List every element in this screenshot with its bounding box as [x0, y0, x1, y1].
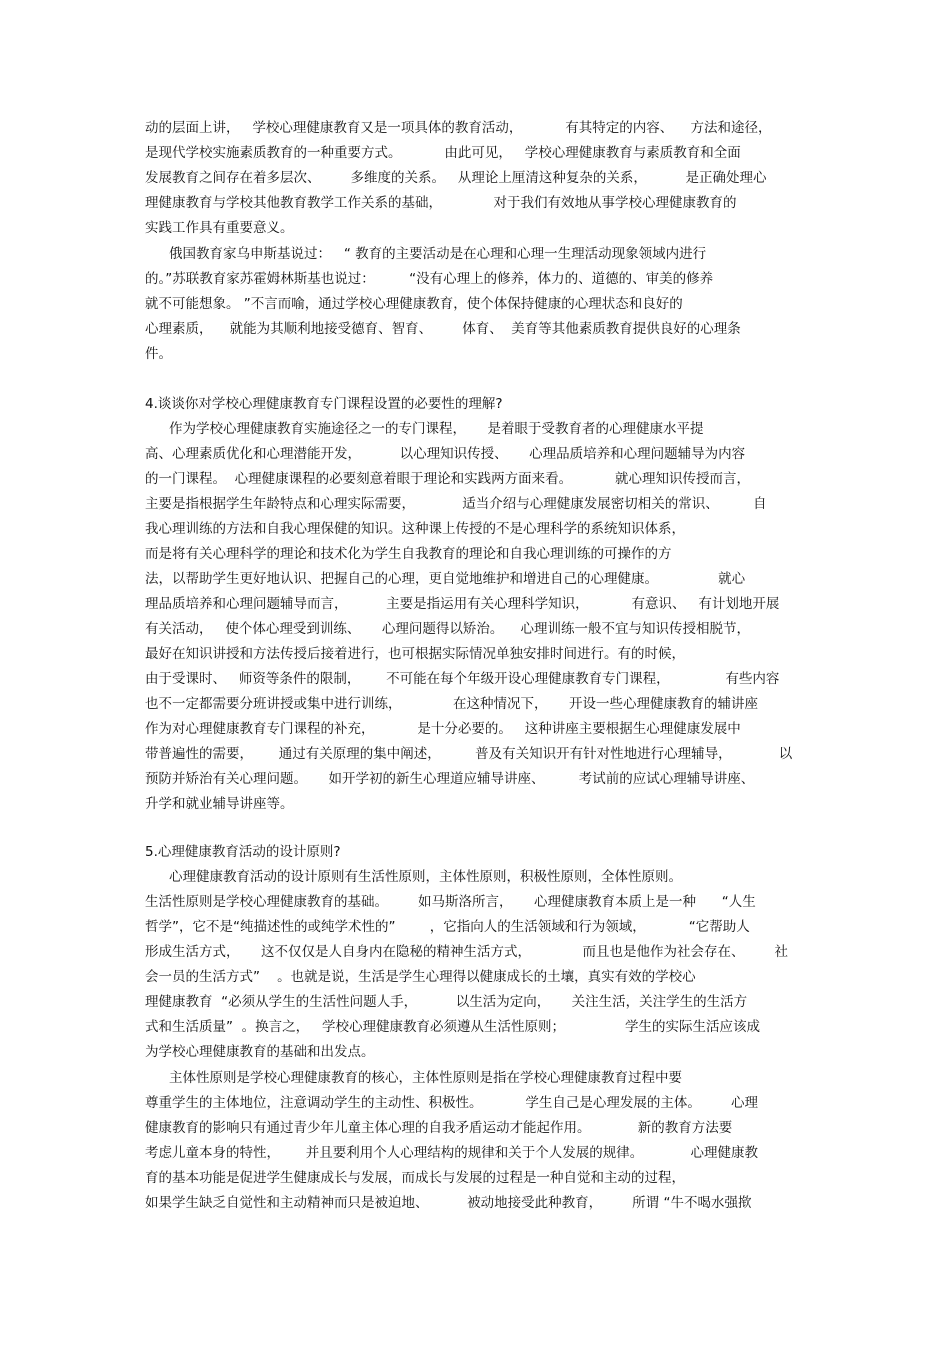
text-line: 理品质培养和心理问题辅导而言， 主要是指运用有关心理科学知识， 有意识、 有计划地开展 — [145, 596, 780, 612]
text-line: 带普遍性的需要， 通过有关原理的集中阐述， 普及有关知识开有针对性地进行心理辅导， 以 — [145, 746, 793, 762]
text-line: 俄国教育家乌申斯基说过： “ 教育的主要活动是在心理和心理一生理活动现象领域内进行 — [169, 246, 707, 262]
text-line: 健康教育的影响只有通过青少年儿童主体心理的自我矛盾运动才能起作用。 新的教育方法要 — [145, 1120, 733, 1136]
text-line: 哲学”，它不是“纯描述性的或纯学术性的” ，它指向人的生活领域和行为领域， “它帮助人 — [145, 919, 750, 935]
text-line: 由于受课时、 师资等条件的限制， 不可能在每个年级开设心理健康教育专门课程， 有些内容 — [145, 671, 780, 687]
text-line: 有关活动， 使个体心理受到训练、 心理问题得以矫治。 心理训练一般不宜与知识传授相脱节， — [145, 621, 750, 637]
text-line: 作为对心理健康教育专门课程的补充， 是十分必要的。 这种讲座主要根据生心理健康发展中 — [145, 721, 741, 737]
paragraph-block2 — [145, 242, 810, 367]
text-line: 为学校心理健康教育的基础和出发点。 — [145, 1044, 375, 1060]
paragraph-block1 — [145, 116, 810, 241]
text-line: 式和生活质量” 。换言之， 学校心理健康教育必须遵从生活性原则； 学生的实际生活应该成 — [145, 1019, 761, 1035]
text-line: 理健康教育 “必须从学生的生活性问题人手， 以生活为定向， 关注生活，关注学生的生活方 — [145, 994, 748, 1010]
text-line: 是现代学校实施素质教育的一种重要方式。 由此可见， 学校心理健康教育与素质教育和全面 — [145, 145, 741, 161]
text-line: 生活性原则是学校心理健康教育的基础。 如马斯洛所言， 心理健康教育本质上是一种 “人生 — [145, 894, 756, 910]
text-line: 实践工作具有重要意义。 — [145, 220, 294, 236]
text-line: 作为学校心理健康教育实施途径之一的专门课程， 是着眼于受教育者的心理健康水平提 — [169, 421, 704, 437]
text-line: 也不一定都需要分班讲授或集中进行训练， 在这种情况下， 开设一些心理健康教育的辅讲座 — [145, 696, 758, 712]
text-line: 理健康教育与学校其他教育教学工作关系的基础， 对于我们有效地从事学校心理健康教育的 — [145, 195, 737, 211]
text-line: 最好在知识讲授和方法传授后接着进行，也可根据实际情况单独安排时间进行。有的时候， — [145, 646, 685, 662]
text-line: 而是将有关心理科学的理论和技术化为学生自我教育的理论和自我心理训练的可操作的方 — [145, 546, 672, 562]
text-line: 发展教育之间存在着多层次、 多维度的关系。 从理论上厘清这种复杂的关系， 是正确处理心 — [145, 170, 767, 186]
text-line: 如果学生缺乏自觉性和主动精神而只是被迫地、 被动地接受此种教育， 所谓 “牛不喝水强揿 — [145, 1195, 752, 1211]
text-line: 件。 — [145, 346, 172, 362]
text-line: 主体性原则是学校心理健康教育的核心，主体性原则是指在学校心理健康教育过程中要 — [169, 1070, 682, 1086]
text-line: 形成生活方式， 这不仅仅是人自身内在隐秘的精神生活方式， 而且也是他作为社会存在、 社 — [145, 944, 788, 960]
text-line: 会一员的生活方式” 。也就是说，生活是学生心理得以健康成长的土壤，真实有效的学校心 — [145, 969, 696, 985]
question-heading: 4.谈谈你对学校心理健康教育专门课程设置的必要性的理解? — [145, 396, 503, 412]
section-q4 — [145, 392, 810, 817]
text-line: 考虑儿童本身的特性， 并且要利用个人心理结构的规律和关于个人发展的规律。 心理健康教 — [145, 1145, 758, 1161]
text-line: 法，以帮助学生更好地认识、把握自己的心理，更自觉地维护和增进自己的心理健康。 就心 — [145, 571, 746, 587]
text-line: 的一门课程。 心理健康课程的必要刻意着眼于理论和实践两方面来看。 就心理知识传授而言， — [145, 471, 750, 487]
text-line: 升学和就业辅导讲座等。 — [145, 796, 294, 812]
text-line: 的。”苏联教育家苏霍姆林斯基也说过： “没有心理上的修养，体力的、道德的、审美的修养 — [145, 271, 714, 287]
text-line: 心理素质， 就能为其顺利地接受德育、智育、 体育、 美育等其他素质教育提供良好的心理条 — [145, 321, 741, 337]
text-line: 主要是指根据学生年龄特点和心理实际需要， 适当介绍与心理健康发展密切相关的常识、 自 — [145, 496, 767, 512]
question-heading: 5.心理健康教育活动的设计原则? — [145, 844, 341, 860]
text-line: 动的层面上讲， 学校心理健康教育又是一项具体的教育活动， 有其特定的内容、 方法和途径， — [145, 120, 772, 136]
text-line: 高、心理素质优化和心理潜能开发， 以心理知识传授、 心理品质培养和心理问题辅导为内容 — [145, 446, 746, 462]
text-line: 预防并矫治有关心理问题。 如开学初的新生心理道应辅导讲座、 考试前的应试心理辅导讲座、 — [145, 771, 755, 787]
text-line: 就不可能想象。 ”不言而喻，通过学校心理健康教育，使个体保持健康的心理状态和良好的 — [145, 296, 683, 312]
paragraph-block6 — [145, 1066, 810, 1216]
text-line: 尊重学生的主体地位，注意调动学生的主动性、积极性。 学生自己是心理发展的主体。 心理 — [145, 1095, 758, 1111]
text-line: 心理健康教育活动的设计原则有生活性原则，主体性原则，积极性原则，全体性原则。 — [169, 869, 682, 885]
text-line: 育的基本功能是促进学生健康成长与发展，而成长与发展的过程是一种自觉和主动的过程， — [145, 1170, 685, 1186]
text-line: 我心理训练的方法和自我心理保健的知识。这种课上传授的不是心理科学的系统知识体系， — [145, 521, 685, 537]
section-q5 — [145, 840, 810, 1065]
